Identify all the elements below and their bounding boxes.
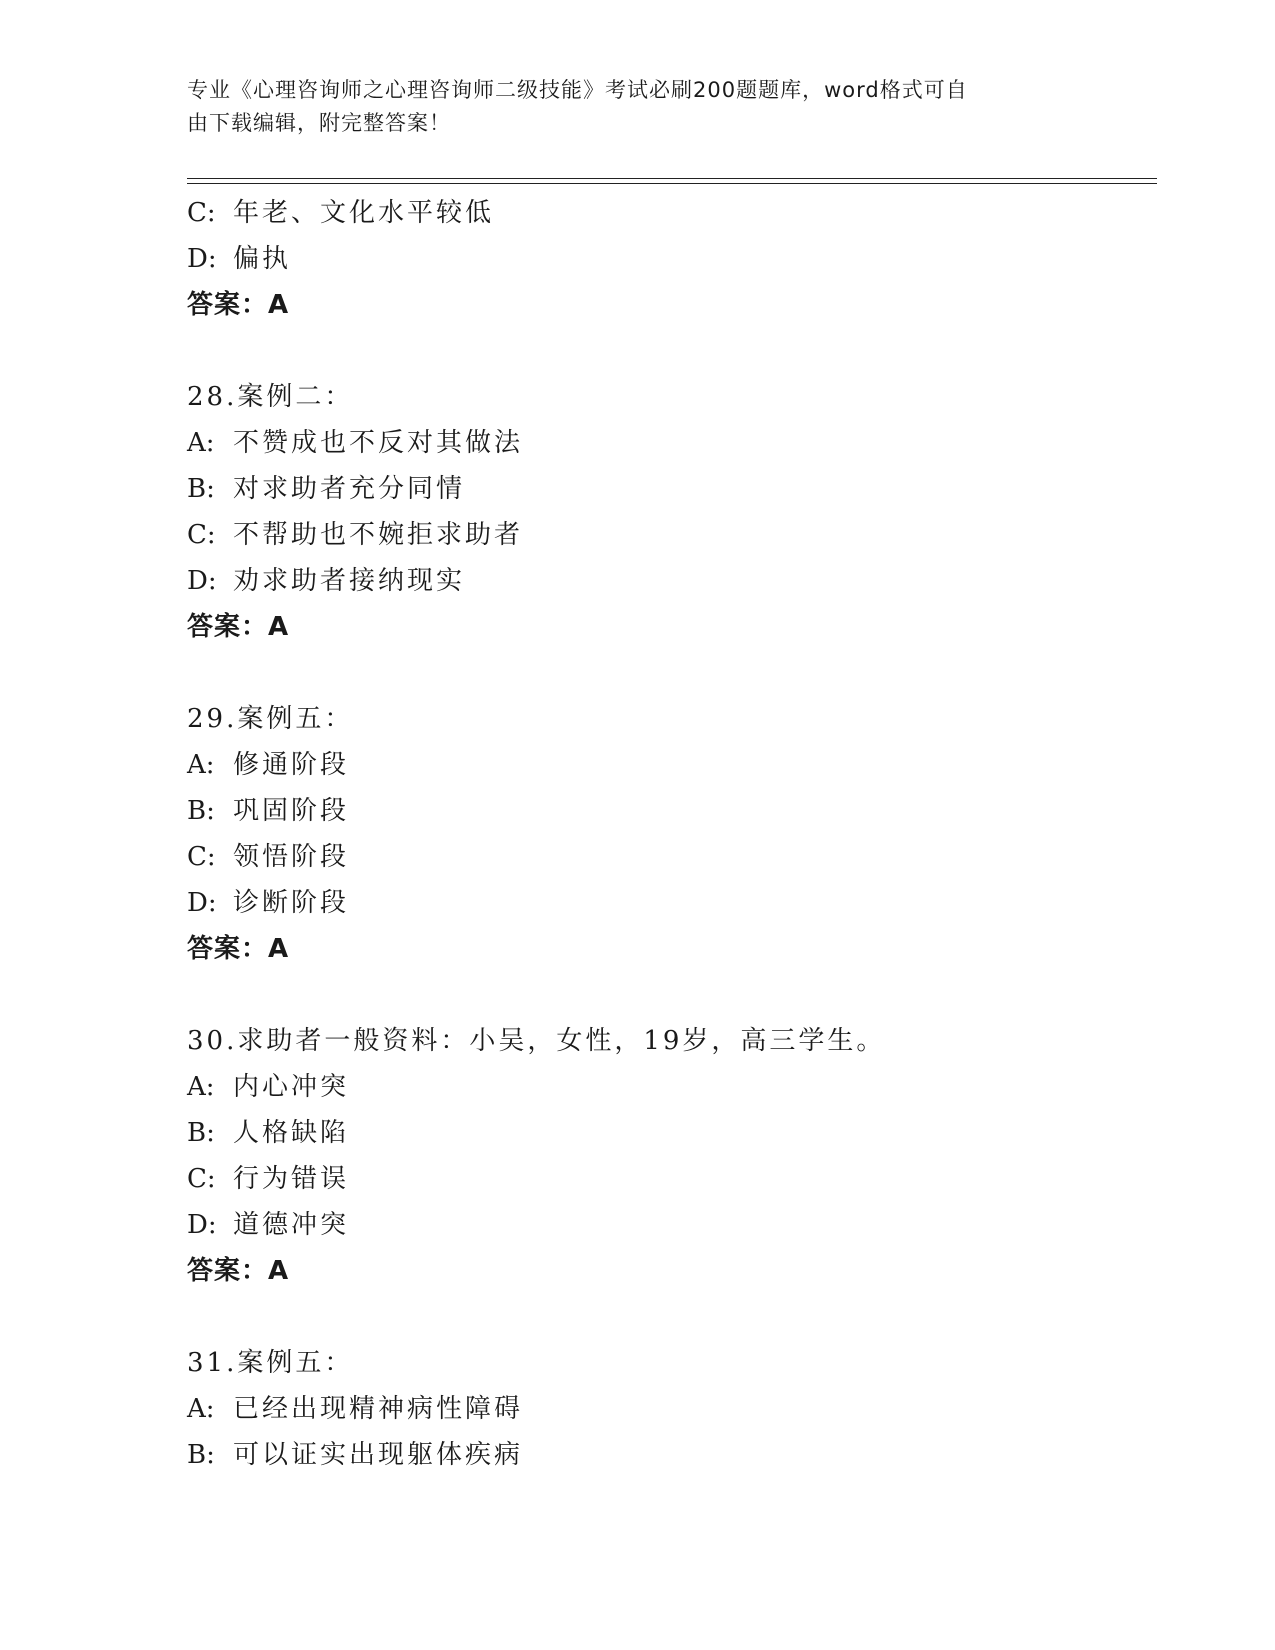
option-text: 人格缺陷 [233,1118,350,1148]
question-title: 31.案例五： [187,1348,354,1378]
option-text: 不赞成也不反对其做法 [233,428,524,458]
option-text: 领悟阶段 [233,842,350,872]
option-text: 可以证实出现躯体疾病 [233,1440,524,1470]
header-divider-bottom [187,183,1157,184]
option-letter: C: [187,1164,216,1194]
question-title: 28.案例二： [187,382,354,412]
option-letter: D: [187,566,217,596]
option-letter: B: [187,474,215,504]
option-row [187,558,1147,604]
option-row [187,1064,1147,1110]
option-text: 诊断阶段 [233,888,350,918]
question-title: 29.案例五： [187,704,354,734]
option-text: 修通阶段 [233,750,350,780]
header-line-1: 专业《心理咨询师之心理咨询师二级技能》考试必刷200题题库，word格式可自 [187,78,968,102]
option-text: 道德冲突 [233,1210,350,1240]
option-text: 偏执 [233,244,292,274]
option-letter: A: [187,428,215,458]
option-letter: D: [187,1210,217,1240]
header-divider-top [187,178,1157,179]
question-block-31 [187,1340,1147,1478]
option-text: 巩固阶段 [233,796,350,826]
answer-line: 答案：A [187,290,290,320]
option-letter: B: [187,1440,215,1470]
question-list [187,190,1147,1478]
question-block-29 [187,696,1147,972]
option-row [187,466,1147,512]
option-text: 对求助者充分同情 [233,474,466,504]
option-letter: D: [187,888,217,918]
question-gap [187,972,1147,1018]
answer-line: 答案：A [187,1256,290,1286]
option-text: 不帮助也不婉拒求助者 [233,520,524,550]
question-block-continued [187,190,1147,328]
option-row [187,512,1147,558]
option-text: 劝求助者接纳现实 [233,566,466,596]
question-gap [187,650,1147,696]
option-row [187,420,1147,466]
option-row [187,1110,1147,1156]
option-letter: B: [187,796,215,826]
option-row [187,1202,1147,1248]
question-block-28 [187,374,1147,650]
question-gap [187,328,1147,374]
option-text: 内心冲突 [233,1072,350,1102]
option-letter: D: [187,244,217,274]
question-title: 30.求助者一般资料：小吴，女性，19岁，高三学生。 [187,1026,886,1056]
option-row [187,236,1147,282]
question-gap [187,1294,1147,1340]
option-row [187,880,1147,926]
answer-line: 答案：A [187,934,290,964]
option-row [187,1386,1147,1432]
option-letter: A: [187,1394,215,1424]
option-letter: B: [187,1118,215,1148]
option-row [187,190,1147,236]
option-letter: A: [187,1072,215,1102]
header-line-2: 由下载编辑，附完整答案！ [187,111,451,135]
option-letter: C: [187,842,216,872]
option-row [187,1156,1147,1202]
option-text: 已经出现精神病性障碍 [233,1394,524,1424]
answer-line: 答案：A [187,612,290,642]
option-letter: A: [187,750,215,780]
option-letter: C: [187,520,216,550]
option-text: 年老、文化水平较低 [233,198,495,228]
option-row [187,834,1147,880]
option-letter: C: [187,198,216,228]
option-text: 行为错误 [233,1164,350,1194]
document-header [187,74,1087,140]
question-block-30 [187,1018,1147,1294]
option-row [187,788,1147,834]
option-row [187,742,1147,788]
option-row [187,1432,1147,1478]
